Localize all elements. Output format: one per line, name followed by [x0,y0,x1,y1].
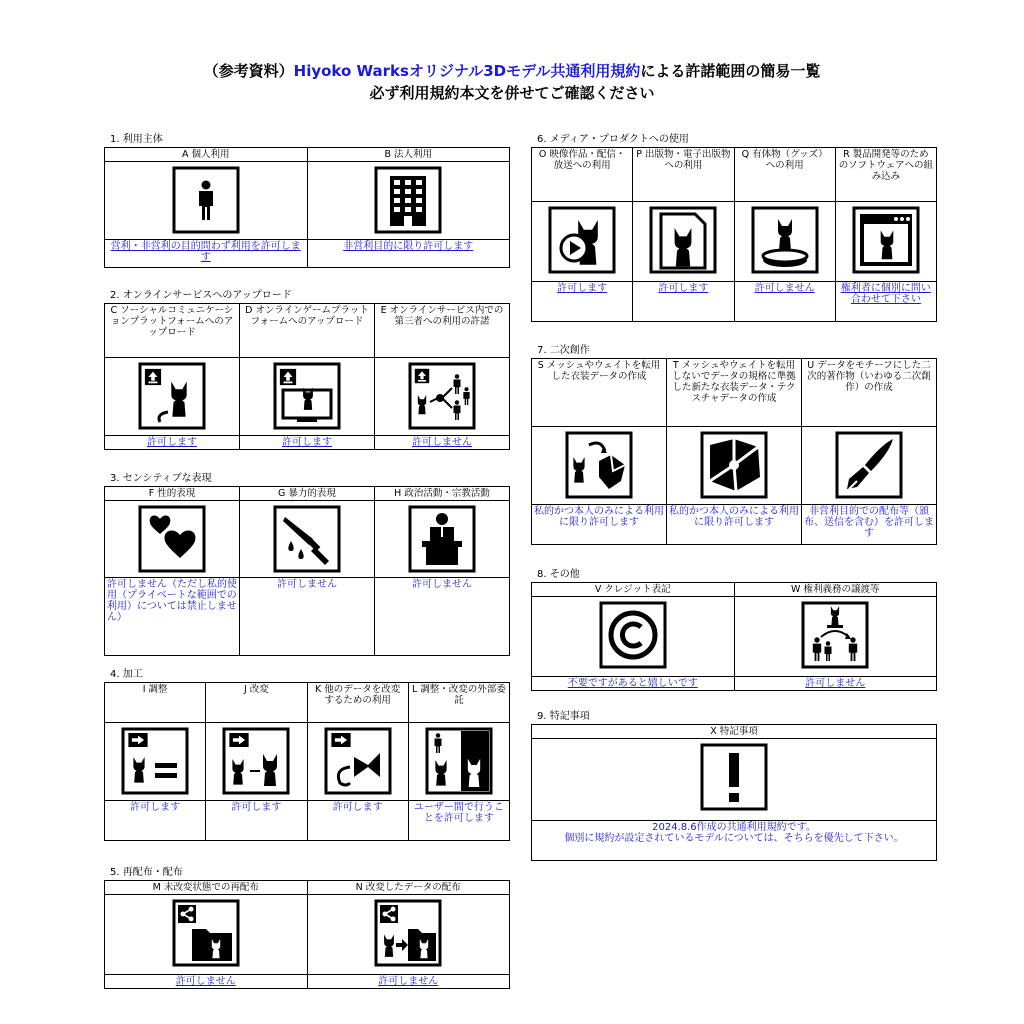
result-w: 許可しません [734,677,937,691]
section-heading: 6. メディア・プロダクトへの使用 [537,134,689,145]
pen-nib-icon [835,431,903,499]
use-for-other-data-icon [324,727,392,795]
section-heading: 7. 二次創作 [537,345,590,356]
section-heading: 8. その他 [537,569,580,580]
knife-icon [273,505,341,573]
result-q: 許可しません [734,282,835,322]
section-table [104,880,510,989]
software-window-icon [852,206,920,274]
result-d: 許可します [240,436,375,450]
upload-avatar-icon [138,362,206,430]
item-label-n: N 改変したデータの配布 [307,881,510,895]
result-a: 営利・非営利の目的問わず利用を許可します [105,240,308,268]
result-k: 許可します [307,801,408,841]
section-2 [104,289,510,450]
outsource-icon [425,727,493,795]
item-label-s: S メッシュやウェイトを転用した衣装データの作成 [532,359,667,427]
result-u: 非営利目的での配布等（頒布、送信を含む）を許可します [802,505,937,545]
item-label-h: H 政治活動・宗教活動 [375,487,510,501]
redistribute-icon [172,899,240,967]
result-o: 許可します [532,282,633,322]
result-c: 許可します [105,436,240,450]
section-table [104,682,510,841]
result-x [532,821,937,861]
item-label-p: P 出版物・電子出版物への利用 [633,148,734,202]
section-table [531,147,937,322]
item-label-f: F 性的表現 [105,487,240,501]
figure-goods-icon [751,206,819,274]
texture-icon [700,431,768,499]
item-label-g: G 暴力的表現 [240,487,375,501]
section-table [531,724,937,861]
special-note-line2: 個別に規約が設定されているモデルについては、そちらを優先して下さい。 [564,833,904,844]
result-h: 許可しません [375,578,510,656]
result-l: ユーザー間で行うことを許可します [408,801,509,841]
hearts-icon [138,505,206,573]
section-8 [531,568,937,691]
section-table [531,582,937,691]
item-label-l: L 調整・改変の外部委託 [408,683,509,723]
costume-transfer-icon [565,431,633,499]
result-b: 非営利目的に限り許可します [307,240,510,268]
person-icon [172,166,240,234]
section-7 [531,344,937,545]
section-table [104,303,510,450]
item-label-k: K 他のデータを改変するための利用 [307,683,408,723]
share-third-party-icon [408,362,476,430]
item-label-e: E オンラインサービス内での第三者への利用の許諾 [375,304,510,358]
result-f: 許可しません（ただし私的使用（プライベートな範囲での利用）については禁止しません） [105,578,240,656]
item-label-u: U データをモチーフにした二次的著作物（いわゆる二次創作）の作成 [802,359,937,427]
item-label-v: V クレジット表記 [532,583,735,597]
document-subtitle: 必ず利用規約本文を併せてご確認ください [369,84,655,102]
section-1 [104,133,510,268]
section-6 [531,133,937,322]
section-3 [104,472,510,656]
podium-icon [408,505,476,573]
item-label-w: W 権利義務の譲渡等 [734,583,937,597]
item-label-x: X 特記事項 [532,725,937,739]
section-heading: 2. オンラインサービスへのアップロード [110,290,292,301]
section-5 [104,866,510,989]
item-label-q: Q 有体物（グッズ）への利用 [734,148,835,202]
result-r: 権利者に個別に問い合わせて下さい [835,282,936,322]
section-heading: 9. 特記事項 [537,711,590,722]
transfer-rights-icon [801,601,869,669]
item-label-r: R 製品開発等のためのソフトウェアへの組み込み [835,148,936,202]
section-9 [531,710,937,861]
result-t: 私的かつ本人のみによる利用に限り許可します [667,505,802,545]
copyright-icon [599,601,667,669]
result-m: 許可しません [105,975,308,989]
result-v: 不要ですがあると嬉しいです [532,677,735,691]
item-label-d: D オンラインゲームプラットフォームへのアップロード [240,304,375,358]
result-i: 許可します [105,801,206,841]
special-note-line1: 2024.8.6作成の共通利用規約です。 [652,822,816,833]
result-j: 許可します [206,801,307,841]
item-label-b: B 法人利用 [307,148,510,162]
result-g: 許可しません [240,578,375,656]
section-heading: 5. 再配布・配布 [110,867,183,878]
publication-icon [649,206,717,274]
item-label-a: A 個人利用 [105,148,308,162]
section-heading: 1. 利用主体 [110,134,163,145]
item-label-o: O 映像作品・配信・放送への利用 [532,148,633,202]
result-e: 許可しません [375,436,510,450]
item-label-c: C ソーシャルコミュニケーションプラットフォームへのアップロード [105,304,240,358]
modify-icon [222,727,290,795]
section-4 [104,668,510,841]
section-table [104,147,510,268]
item-label-j: J 改変 [206,683,307,723]
section-table [104,486,510,656]
result-s: 私的かつ本人のみによる利用に限り許可します [532,505,667,545]
exclamation-icon [700,743,768,811]
document-title: （参考資料）Hiyoko Warksオリジナル3Dモデル共通利用規約による許諾範囲の簡易一覧 必ず利用規約本文を併せてご確認ください [0,60,1024,104]
result-n: 許可しません [307,975,510,989]
item-label-m: M 未改変状態での再配布 [105,881,308,895]
result-p: 許可します [633,282,734,322]
video-icon [548,206,616,274]
section-table [531,358,937,545]
distribute-modified-icon [374,899,442,967]
section-heading: 4. 加工 [110,669,143,680]
upload-game-icon [273,362,341,430]
item-label-t: T メッシュやウェイトを転用しないでデータの規格に準拠した新たな衣装データ・テクスチャデータの作成 [667,359,802,427]
section-heading: 3. センシティブな表現 [110,473,212,484]
adjust-icon [121,727,189,795]
building-icon [374,166,442,234]
item-label-i: I 調整 [105,683,206,723]
